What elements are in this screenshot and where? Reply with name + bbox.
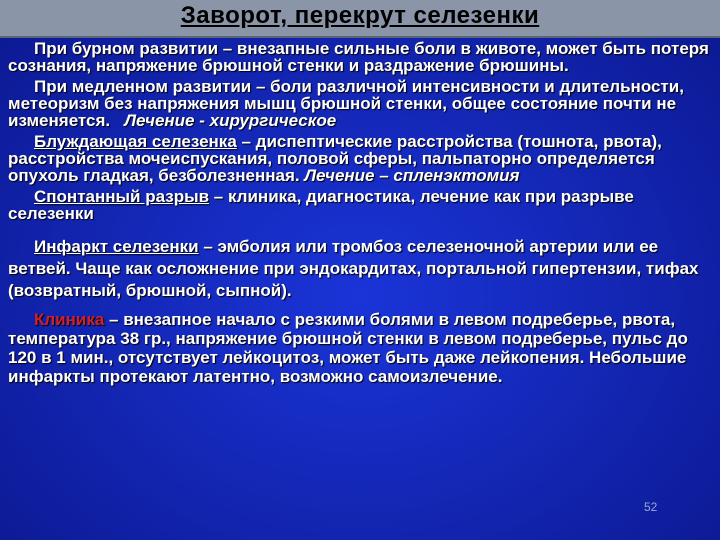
term-wandering-spleen: Блуждающая селезенка — [34, 132, 237, 151]
paragraph-rupture-text: – клиника, диагностика, лечение как при разрыве селезенки — [8, 187, 634, 223]
treatment-splenectomy: Лечение – спленэктомия — [304, 166, 520, 185]
paragraph-slow — [8, 78, 713, 129]
paragraph-infarct — [8, 236, 713, 302]
paragraph-acute — [8, 40, 713, 74]
paragraph-wandering — [8, 133, 713, 184]
slide-content — [8, 40, 713, 390]
paragraph-slow-text: При медленном развитии – боли различной интенсивности и длительности, метеоризм без напряжения мышц брюшной стенки, общее состояние почти не изменяется. — [8, 77, 684, 130]
page-number: 52 — [644, 500, 658, 514]
paragraph-clinic — [8, 310, 713, 386]
treatment-surgical: Лечение - хирургическое — [124, 111, 337, 130]
slide-title: Заворот, перекрут селезенки — [180, 2, 540, 29]
paragraph-infarct-text: – эмболия или тромбоз селезеночной артерии или ее ветвей. Чаще как осложнение при эндокардитах, портальной гипертензии, тифах (возвратный, брюшной, сыпной). — [8, 237, 699, 300]
paragraph-acute-text: При бурном развитии – внезапные сильные боли в животе, может быть потеря сознания, напряжение брюшной стенки и раздражение брюшины. — [8, 39, 709, 75]
paragraph-wandering-text: – диспептические расстройства (тошнота, рвота), расстройства мочеиспускания, половой сферы, пальпаторно определяется опухоль гладкая, безболезненная. — [8, 132, 662, 185]
paragraph-rupture — [8, 188, 713, 222]
term-clinic: Клиника — [34, 310, 105, 329]
term-spontaneous-rupture: Спонтанный разрыв — [34, 187, 210, 206]
term-spleen-infarct: Инфаркт селезенки — [34, 237, 199, 256]
paragraph-clinic-text: – внезапное начало с резкими болями в левом подреберье, рвота, температура 38 гр., напряжение брюшной стенки в левом подреберье, пульс до 120 в 1 мин., отсутствует лейкоцитоз, может быть даже лейкопения. Небольшие инфаркты протекают латентно, возможно самоизлечение. — [8, 310, 688, 386]
